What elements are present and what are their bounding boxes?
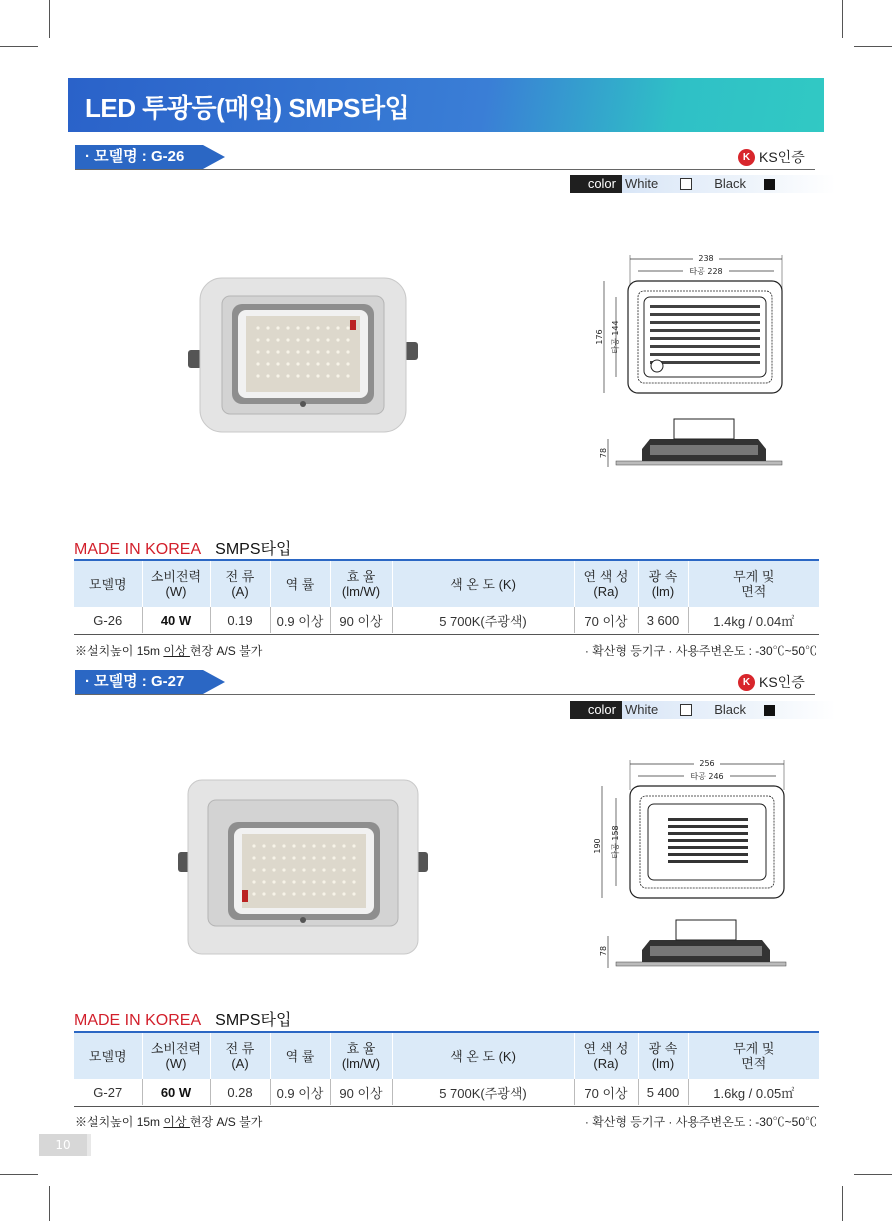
color-black-label: Black — [714, 702, 747, 717]
dim-cut-height: 타공 158 — [611, 825, 620, 859]
crop-mark — [0, 46, 38, 47]
table-header-row — [74, 561, 819, 607]
color-label: color — [570, 175, 622, 193]
ks-label: KS인증 — [759, 149, 805, 165]
cell-current: 0.28 — [210, 1079, 270, 1105]
crop-mark — [842, 0, 843, 38]
cell-flux: 5 400 — [638, 1079, 688, 1105]
dim-depth: 78 — [599, 945, 608, 957]
install-note: ※설치높이 15m 이상 현장 A/S 불가 — [75, 1115, 263, 1129]
crop-mark — [854, 1174, 892, 1175]
dim-height: 176 — [595, 329, 604, 345]
ks-logo-icon: K — [738, 674, 755, 691]
col-header: 광 속 (lm) — [638, 1033, 688, 1079]
white-swatch-icon — [680, 704, 692, 716]
spec-note: · 확산형 등기구 · 사용주변온도 : -30℃~50℃ — [584, 1115, 817, 1129]
table-bottom-border — [74, 1106, 819, 1107]
cell-weight-area: 1.6kg / 0.05㎡ — [688, 1079, 819, 1105]
crop-mark — [49, 1186, 50, 1221]
dim-cut-height: 타공 144 — [611, 320, 620, 354]
model-tag: · 모델명 : G-27 — [75, 670, 203, 694]
crop-mark — [49, 0, 50, 38]
black-swatch-icon — [764, 179, 775, 190]
col-header: 소비전력 (W) — [142, 1033, 210, 1079]
black-swatch-icon — [764, 705, 775, 716]
product-photo — [188, 276, 418, 434]
dim-depth: 78 — [599, 447, 608, 459]
section-divider — [75, 694, 815, 695]
col-header: 색 온 도 (K) — [392, 561, 574, 607]
cell-cri: 70 이상 — [574, 607, 638, 633]
made-in-label — [74, 1007, 291, 1030]
color-label: color — [570, 701, 622, 719]
cell-power: 60 W — [142, 1079, 210, 1105]
cell-model: G-26 — [93, 612, 123, 628]
table-bottom-border — [74, 634, 819, 635]
col-header: 무게 및 면적 — [688, 1033, 819, 1079]
table-row — [74, 1079, 819, 1105]
install-note: ※설치높이 15m 이상 현장 A/S 불가 — [75, 644, 263, 658]
ks-logo-icon: K — [738, 149, 755, 166]
crop-mark — [842, 1186, 843, 1221]
col-header: 무게 및 면적 — [688, 561, 819, 607]
cell-efficiency: 90 이상 — [330, 607, 392, 633]
col-header: 효 율 (lm/W) — [330, 1033, 392, 1079]
col-header: 모델명 — [74, 561, 142, 607]
dim-width: 238 — [698, 254, 714, 263]
dim-cut-width: 타공 228 — [689, 267, 723, 276]
section-divider — [75, 169, 815, 170]
dim-width: 256 — [699, 759, 715, 768]
cell-power-factor: 0.9 이상 — [270, 607, 330, 633]
cell-cri: 70 이상 — [574, 1079, 638, 1105]
color-options — [570, 175, 836, 193]
cell-efficiency: 90 이상 — [330, 1079, 392, 1105]
col-header: 모델명 — [74, 1033, 142, 1079]
spec-table — [74, 1033, 819, 1105]
col-header: 전 류 (A) — [210, 1033, 270, 1079]
cell-weight-area: 1.4kg / 0.04㎡ — [688, 607, 819, 633]
col-header: 역 률 — [270, 561, 330, 607]
table-header-row — [74, 1033, 819, 1079]
cell-flux: 3 600 — [638, 607, 688, 633]
product-photo — [178, 778, 428, 956]
col-header: 효 율 (lm/W) — [330, 561, 392, 607]
col-header: 연 색 성 (Ra) — [574, 561, 638, 607]
model-tag: · 모델명 : G-26 — [75, 145, 203, 169]
smps-type-label: SMPS타입 — [215, 541, 292, 558]
col-header: 역 률 — [270, 1033, 330, 1079]
col-header: 연 색 성 (Ra) — [574, 1033, 638, 1079]
page-number: 10 — [39, 1134, 87, 1156]
col-header: 광 속 (lm) — [638, 561, 688, 607]
col-header: 색 온 도 (K) — [392, 1033, 574, 1079]
ks-certification — [738, 672, 805, 692]
color-black-label: Black — [714, 176, 747, 191]
spec-table — [74, 561, 819, 633]
crop-mark — [854, 46, 892, 47]
made-in-korea: MADE IN KOREA — [74, 1012, 202, 1029]
made-in-korea: MADE IN KOREA — [74, 541, 202, 558]
cell-power-factor: 0.9 이상 — [270, 1079, 330, 1105]
table-row — [74, 607, 819, 633]
color-options — [570, 701, 836, 719]
cell-current: 0.19 — [210, 607, 270, 633]
color-white-label: White — [625, 176, 659, 191]
dim-cut-width: 타공 246 — [690, 772, 724, 781]
cell-color-temp: 5 700K(주광색) — [392, 1079, 574, 1105]
cell-power: 40 W — [142, 607, 210, 633]
col-header: 전 류 (A) — [210, 561, 270, 607]
page-number-bar — [87, 1134, 91, 1156]
ks-label: KS인증 — [759, 674, 805, 690]
technical-drawing — [590, 758, 790, 973]
dim-height: 190 — [593, 838, 602, 854]
cell-color-temp: 5 700K(주광색) — [392, 607, 574, 633]
page-title: LED 투광등(매입) SMPS타입 — [85, 93, 410, 123]
color-white-label: White — [625, 702, 659, 717]
spec-note: · 확산형 등기구 · 사용주변온도 : -30℃~50℃ — [584, 644, 817, 658]
smps-type-label: SMPS타입 — [215, 1012, 292, 1029]
made-in-label — [74, 536, 291, 559]
crop-mark — [0, 1174, 38, 1175]
technical-drawing — [590, 253, 790, 473]
cell-model: G-27 — [93, 1084, 123, 1100]
white-swatch-icon — [680, 178, 692, 190]
col-header: 소비전력 (W) — [142, 561, 210, 607]
ks-certification — [738, 147, 805, 167]
